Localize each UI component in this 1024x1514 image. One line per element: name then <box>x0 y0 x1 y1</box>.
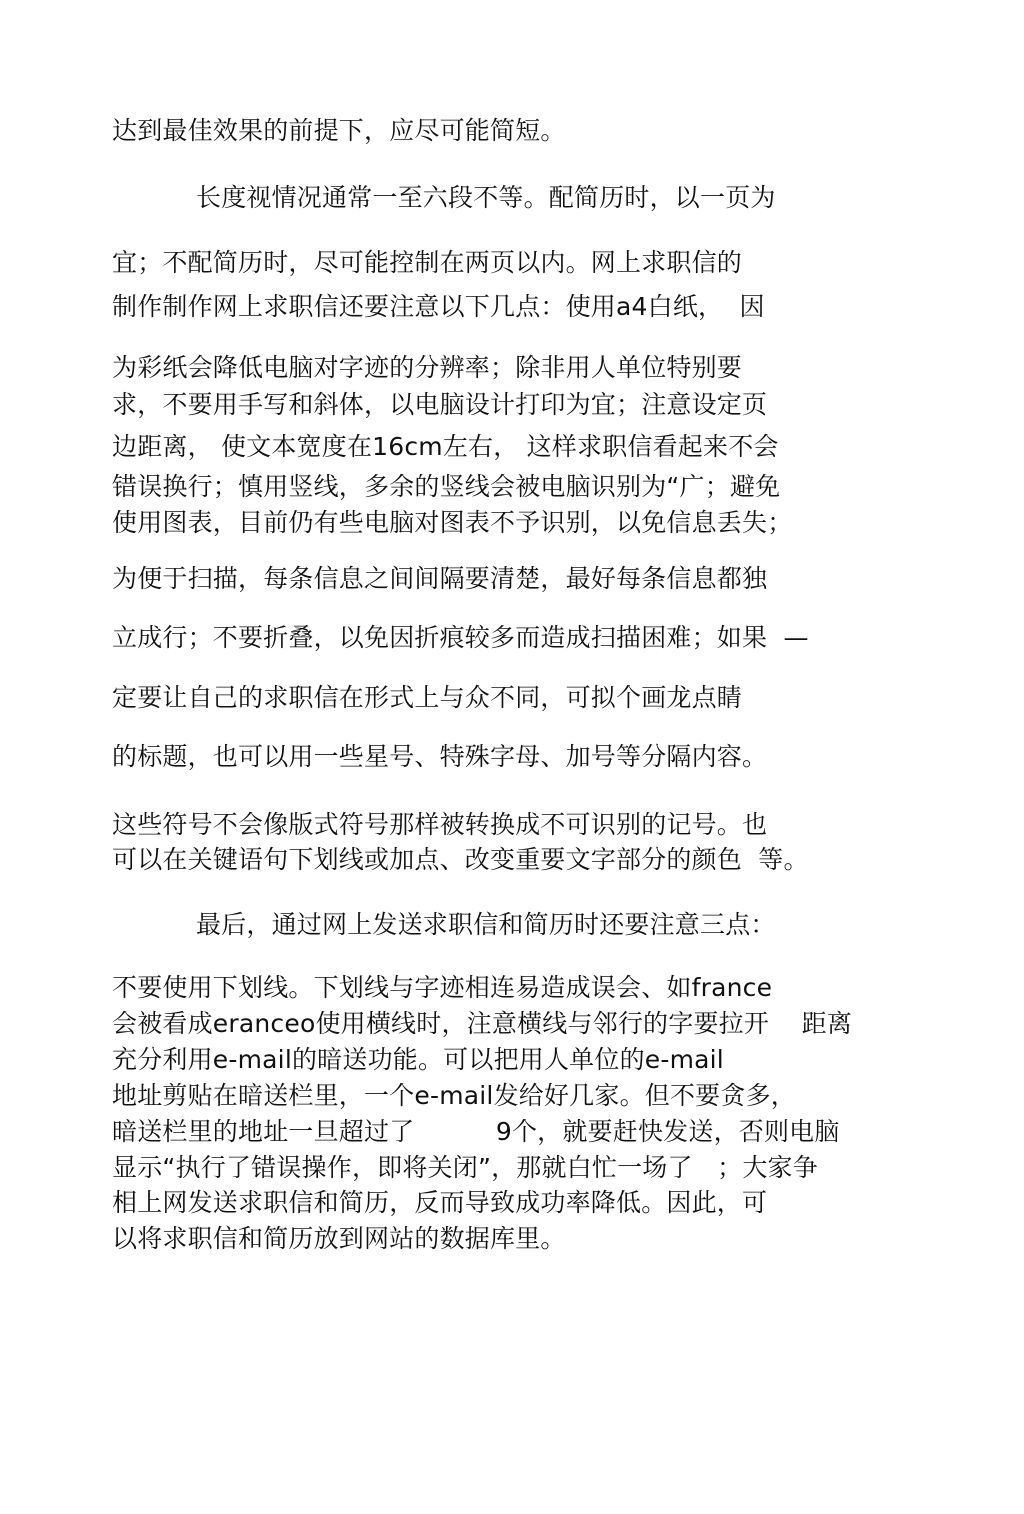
text-line: 宜；不配简历时，尽可能控制在两页以内。网上求职信的 <box>112 248 743 277</box>
text-line: 充分利用e-mail的暗送功能。可以把用人单位的e-mail <box>112 1045 724 1074</box>
text-line: 定要让自己的求职信在形式上与众不同，可拟个画龙点睛 <box>112 683 743 712</box>
text-line: 以将求职信和简历放到网站的数据库里。 <box>112 1224 566 1253</box>
text-line: 达到最佳效果的前提下，应尽可能简短。 <box>112 116 566 145</box>
text-line: 地址剪贴在暗送栏里，一个e-mail发给好几家。但不要贪多， <box>112 1081 796 1110</box>
text-line: 暗送栏里的地址一旦超过了 9个，就要赶快发送，否则电脑 <box>112 1117 840 1146</box>
text-line: 立成行；不要折叠，以免因折痕较多而造成扫描困难；如果 — <box>112 623 809 652</box>
text-line: 会被看成eranceo使用横线时，注意横线与邻行的字要拉开 距离 <box>112 1009 853 1038</box>
text-line: 可以在关键语句下划线或加点、改变重要文字部分的颜色 等。 <box>112 845 809 874</box>
text-line: 相上网发送求职信和简历，反而导致成功率降低。因此，可 <box>112 1188 768 1217</box>
text-line: 显示“执行了错误操作，即将关闭”，那就白忙一场了 ；大家争 <box>112 1153 818 1182</box>
text-line: 使用图表，目前仍有些电脑对图表不予识别，以免信息丢失； <box>112 508 793 537</box>
text-line: 为彩纸会降低电脑对字迹的分辨率；除非用人单位特别要 <box>112 353 743 382</box>
text-line: 不要使用下划线。下划线与字迹相连易造成误会、如france <box>112 973 773 1002</box>
text-line: 错误换行；慎用竖线，多余的竖线会被电脑识别为“广；避免 <box>112 472 781 501</box>
text-line: 为便于扫描，每条信息之间间隔要清楚，最好每条信息都独 <box>112 564 768 593</box>
text-line: 的标题，也可以用一些星号、特殊字母、加号等分隔内容。 <box>112 742 768 771</box>
text-line: 制作制作网上求职信还要注意以下几点：使用a4白纸， 因 <box>112 292 765 321</box>
text-line: 边距离， 使文本宽度在16cm左右， 这样求职信看起来不会 <box>112 432 779 461</box>
text-line: 求，不要用手写和斜体，以电脑设计打印为宜；注意设定页 <box>112 390 768 419</box>
text-line: 这些符号不会像版式符号那样被转换成不可识别的记号。也 <box>112 810 768 839</box>
paragraph-indented-line: 长度视情况通常一至六段不等。配简历时，以一页为 <box>196 183 776 212</box>
paragraph-indented-line: 最后，通过网上发送求职信和简历时还要注意三点： <box>196 910 776 939</box>
